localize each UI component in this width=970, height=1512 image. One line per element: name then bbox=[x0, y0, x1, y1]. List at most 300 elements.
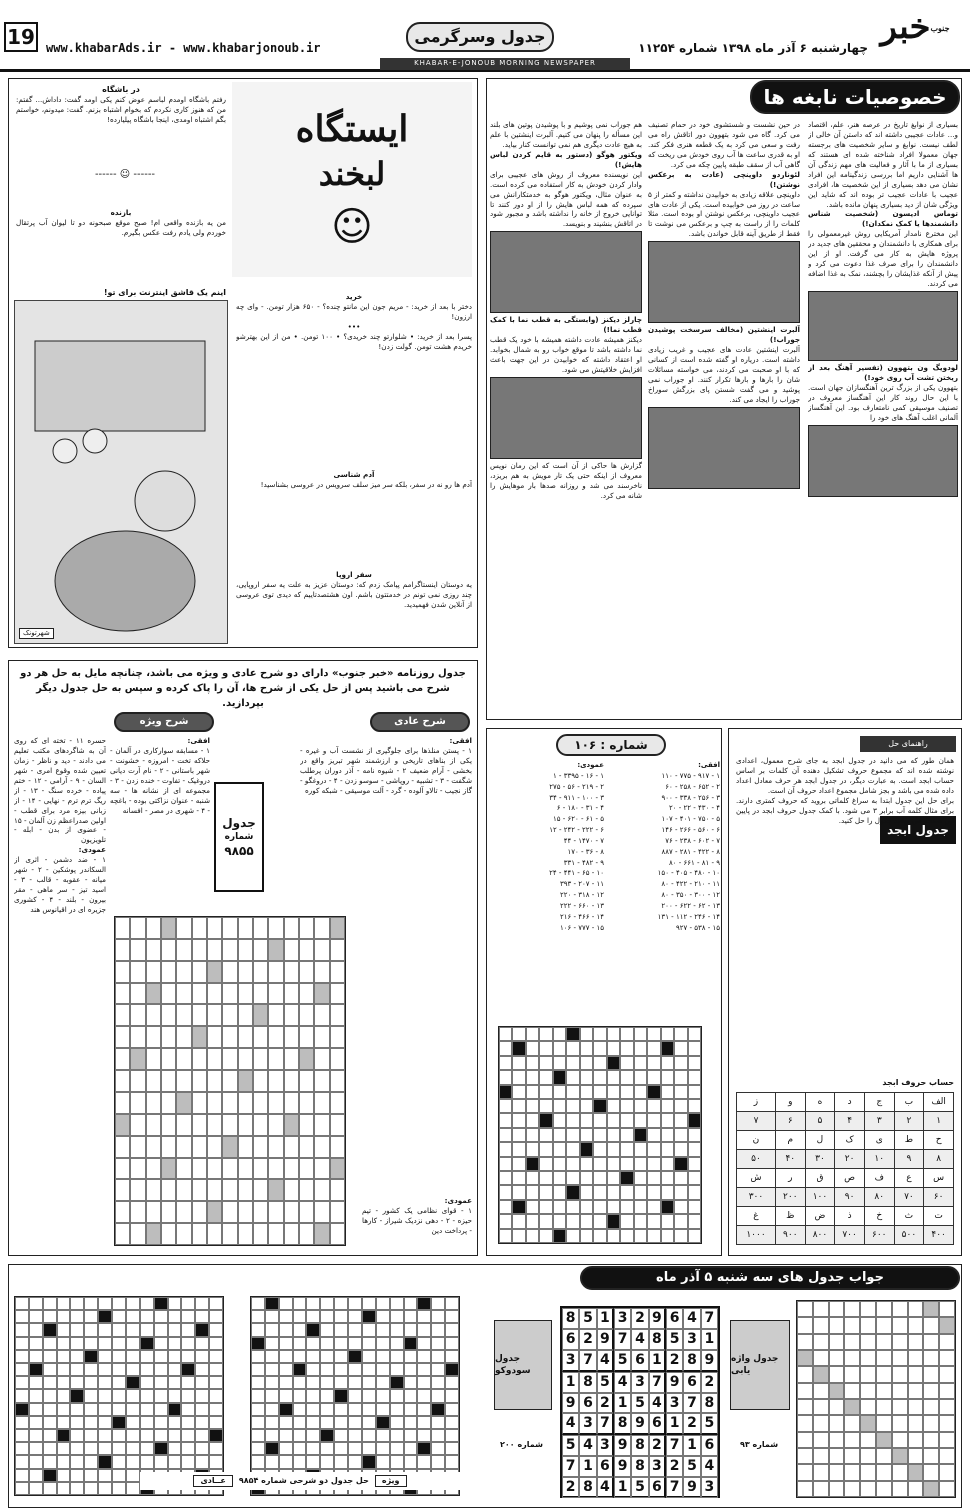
grid-cell[interactable] bbox=[192, 1004, 207, 1026]
grid-cell[interactable] bbox=[253, 1179, 268, 1201]
grid-cell[interactable] bbox=[499, 1171, 512, 1185]
grid-cell[interactable] bbox=[674, 1085, 687, 1099]
grid-cell[interactable] bbox=[253, 1201, 268, 1223]
grid-cell[interactable] bbox=[688, 1214, 701, 1228]
grid-cell[interactable] bbox=[330, 1026, 345, 1048]
grid-cell[interactable] bbox=[553, 1056, 566, 1070]
grid-cell[interactable] bbox=[580, 1185, 593, 1199]
grid-cell[interactable] bbox=[607, 1041, 620, 1055]
grid-cell[interactable] bbox=[512, 1229, 525, 1243]
grid-cell[interactable] bbox=[238, 1092, 253, 1114]
grid-cell[interactable] bbox=[176, 983, 191, 1005]
grid-cell[interactable] bbox=[268, 983, 283, 1005]
grid-cell[interactable] bbox=[115, 1136, 130, 1158]
grid-cell[interactable] bbox=[620, 1157, 633, 1171]
grid-cell[interactable] bbox=[238, 1026, 253, 1048]
grid-cell[interactable] bbox=[161, 983, 176, 1005]
grid-cell[interactable] bbox=[661, 1070, 674, 1084]
grid-cell[interactable] bbox=[593, 1027, 606, 1041]
grid-cell[interactable] bbox=[268, 961, 283, 983]
grid-cell[interactable] bbox=[284, 939, 299, 961]
grid-cell[interactable] bbox=[512, 1085, 525, 1099]
grid-cell[interactable] bbox=[284, 1004, 299, 1026]
grid-cell[interactable] bbox=[314, 1070, 329, 1092]
grid-cell[interactable] bbox=[207, 1004, 222, 1026]
grid-cell[interactable] bbox=[253, 1223, 268, 1245]
grid-cell[interactable] bbox=[661, 1085, 674, 1099]
grid-cell[interactable] bbox=[580, 1229, 593, 1243]
grid-cell[interactable] bbox=[499, 1041, 512, 1055]
grid-cell[interactable] bbox=[176, 1136, 191, 1158]
grid-cell[interactable] bbox=[299, 1158, 314, 1180]
grid-cell[interactable] bbox=[661, 1200, 674, 1214]
grid-cell[interactable] bbox=[661, 1185, 674, 1199]
grid-cell[interactable] bbox=[238, 1201, 253, 1223]
grid-cell[interactable] bbox=[130, 983, 145, 1005]
grid-cell[interactable] bbox=[115, 939, 130, 961]
grid-cell[interactable] bbox=[580, 1056, 593, 1070]
grid-cell[interactable] bbox=[526, 1056, 539, 1070]
grid-cell[interactable] bbox=[526, 1113, 539, 1127]
grid-cell[interactable] bbox=[634, 1070, 647, 1084]
grid-cell[interactable] bbox=[674, 1214, 687, 1228]
grid-cell[interactable] bbox=[161, 1158, 176, 1180]
grid-cell[interactable] bbox=[330, 1114, 345, 1136]
grid-cell[interactable] bbox=[222, 1048, 237, 1070]
grid-cell[interactable] bbox=[268, 1048, 283, 1070]
grid-cell[interactable] bbox=[512, 1185, 525, 1199]
grid-cell[interactable] bbox=[130, 1223, 145, 1245]
grid-cell[interactable] bbox=[253, 1026, 268, 1048]
grid-cell[interactable] bbox=[580, 1200, 593, 1214]
grid-cell[interactable] bbox=[688, 1085, 701, 1099]
grid-cell[interactable] bbox=[566, 1157, 579, 1171]
grid-cell[interactable] bbox=[539, 1113, 552, 1127]
grid-cell[interactable] bbox=[330, 983, 345, 1005]
grid-cell[interactable] bbox=[330, 1179, 345, 1201]
grid-cell[interactable] bbox=[647, 1085, 660, 1099]
grid-cell[interactable] bbox=[607, 1099, 620, 1113]
grid-cell[interactable] bbox=[253, 1004, 268, 1026]
grid-cell[interactable] bbox=[115, 961, 130, 983]
grid-cell[interactable] bbox=[238, 917, 253, 939]
grid-cell[interactable] bbox=[222, 1179, 237, 1201]
grid-cell[interactable] bbox=[688, 1113, 701, 1127]
grid-cell[interactable] bbox=[553, 1185, 566, 1199]
grid-cell[interactable] bbox=[130, 1179, 145, 1201]
grid-cell[interactable] bbox=[192, 1114, 207, 1136]
grid-cell[interactable] bbox=[330, 1136, 345, 1158]
grid-cell[interactable] bbox=[146, 961, 161, 983]
grid-cell[interactable] bbox=[566, 1185, 579, 1199]
grid-cell[interactable] bbox=[253, 1048, 268, 1070]
grid-cell[interactable] bbox=[688, 1142, 701, 1156]
grid-cell[interactable] bbox=[566, 1056, 579, 1070]
grid-cell[interactable] bbox=[620, 1099, 633, 1113]
grid-cell[interactable] bbox=[161, 1201, 176, 1223]
grid-cell[interactable] bbox=[314, 917, 329, 939]
grid-cell[interactable] bbox=[580, 1070, 593, 1084]
grid-cell[interactable] bbox=[207, 1048, 222, 1070]
grid-cell[interactable] bbox=[130, 1114, 145, 1136]
grid-cell[interactable] bbox=[284, 1070, 299, 1092]
grid-cell[interactable] bbox=[268, 1070, 283, 1092]
grid-cell[interactable] bbox=[539, 1027, 552, 1041]
grid-cell[interactable] bbox=[161, 1026, 176, 1048]
grid-cell[interactable] bbox=[526, 1070, 539, 1084]
grid-cell[interactable] bbox=[674, 1099, 687, 1113]
grid-cell[interactable] bbox=[176, 1114, 191, 1136]
grid-cell[interactable] bbox=[176, 917, 191, 939]
grid-cell[interactable] bbox=[268, 1223, 283, 1245]
grid-cell[interactable] bbox=[192, 1092, 207, 1114]
grid-cell[interactable] bbox=[620, 1185, 633, 1199]
grid-cell[interactable] bbox=[222, 1201, 237, 1223]
grid-cell[interactable] bbox=[268, 939, 283, 961]
grid-cell[interactable] bbox=[238, 1070, 253, 1092]
grid-cell[interactable] bbox=[176, 1092, 191, 1114]
crossword-grid[interactable] bbox=[114, 916, 346, 1246]
grid-cell[interactable] bbox=[314, 1004, 329, 1026]
grid-cell[interactable] bbox=[176, 961, 191, 983]
grid-cell[interactable] bbox=[146, 939, 161, 961]
grid-cell[interactable] bbox=[115, 1070, 130, 1092]
grid-cell[interactable] bbox=[268, 1004, 283, 1026]
grid-cell[interactable] bbox=[647, 1214, 660, 1228]
grid-cell[interactable] bbox=[222, 1092, 237, 1114]
grid-cell[interactable] bbox=[607, 1070, 620, 1084]
grid-cell[interactable] bbox=[238, 961, 253, 983]
grid-cell[interactable] bbox=[661, 1142, 674, 1156]
grid-cell[interactable] bbox=[207, 983, 222, 1005]
grid-cell[interactable] bbox=[688, 1200, 701, 1214]
grid-cell[interactable] bbox=[607, 1027, 620, 1041]
grid-cell[interactable] bbox=[284, 1114, 299, 1136]
grid-cell[interactable] bbox=[176, 1070, 191, 1092]
grid-cell[interactable] bbox=[192, 1201, 207, 1223]
grid-cell[interactable] bbox=[176, 1004, 191, 1026]
grid-cell[interactable] bbox=[253, 939, 268, 961]
grid-cell[interactable] bbox=[238, 1048, 253, 1070]
grid-cell[interactable] bbox=[176, 1179, 191, 1201]
grid-cell[interactable] bbox=[647, 1229, 660, 1243]
grid-cell[interactable] bbox=[539, 1185, 552, 1199]
grid-cell[interactable] bbox=[499, 1157, 512, 1171]
grid-cell[interactable] bbox=[634, 1027, 647, 1041]
grid-cell[interactable] bbox=[674, 1200, 687, 1214]
grid-cell[interactable] bbox=[634, 1157, 647, 1171]
grid-cell[interactable] bbox=[222, 1158, 237, 1180]
grid-cell[interactable] bbox=[238, 1004, 253, 1026]
grid-cell[interactable] bbox=[192, 1136, 207, 1158]
grid-cell[interactable] bbox=[553, 1070, 566, 1084]
grid-cell[interactable] bbox=[647, 1027, 660, 1041]
grid-cell[interactable] bbox=[539, 1214, 552, 1228]
grid-cell[interactable] bbox=[647, 1200, 660, 1214]
grid-cell[interactable] bbox=[238, 1158, 253, 1180]
grid-cell[interactable] bbox=[284, 917, 299, 939]
grid-cell[interactable] bbox=[674, 1157, 687, 1171]
grid-cell[interactable] bbox=[526, 1229, 539, 1243]
grid-cell[interactable] bbox=[512, 1041, 525, 1055]
grid-cell[interactable] bbox=[192, 939, 207, 961]
grid-cell[interactable] bbox=[222, 939, 237, 961]
grid-cell[interactable] bbox=[512, 1027, 525, 1041]
grid-cell[interactable] bbox=[268, 1158, 283, 1180]
grid-cell[interactable] bbox=[647, 1099, 660, 1113]
grid-cell[interactable] bbox=[284, 1136, 299, 1158]
grid-cell[interactable] bbox=[330, 1048, 345, 1070]
grid-cell[interactable] bbox=[647, 1041, 660, 1055]
grid-cell[interactable] bbox=[634, 1214, 647, 1228]
grid-cell[interactable] bbox=[580, 1214, 593, 1228]
grid-cell[interactable] bbox=[661, 1099, 674, 1113]
grid-cell[interactable] bbox=[299, 983, 314, 1005]
grid-cell[interactable] bbox=[688, 1070, 701, 1084]
grid-cell[interactable] bbox=[526, 1171, 539, 1185]
grid-cell[interactable] bbox=[553, 1142, 566, 1156]
grid-cell[interactable] bbox=[268, 1092, 283, 1114]
grid-cell[interactable] bbox=[647, 1185, 660, 1199]
grid-cell[interactable] bbox=[539, 1056, 552, 1070]
grid-cell[interactable] bbox=[661, 1214, 674, 1228]
grid-cell[interactable] bbox=[674, 1056, 687, 1070]
grid-cell[interactable] bbox=[661, 1041, 674, 1055]
grid-cell[interactable] bbox=[634, 1171, 647, 1185]
grid-cell[interactable] bbox=[607, 1113, 620, 1127]
grid-cell[interactable] bbox=[526, 1099, 539, 1113]
grid-cell[interactable] bbox=[661, 1128, 674, 1142]
grid-cell[interactable] bbox=[222, 983, 237, 1005]
grid-cell[interactable] bbox=[553, 1113, 566, 1127]
grid-cell[interactable] bbox=[593, 1085, 606, 1099]
grid-cell[interactable] bbox=[580, 1113, 593, 1127]
grid-cell[interactable] bbox=[314, 1158, 329, 1180]
grid-cell[interactable] bbox=[647, 1128, 660, 1142]
grid-cell[interactable] bbox=[620, 1214, 633, 1228]
grid-cell[interactable] bbox=[553, 1229, 566, 1243]
grid-cell[interactable] bbox=[314, 983, 329, 1005]
grid-cell[interactable] bbox=[593, 1157, 606, 1171]
grid-cell[interactable] bbox=[634, 1099, 647, 1113]
grid-cell[interactable] bbox=[130, 1092, 145, 1114]
grid-cell[interactable] bbox=[553, 1157, 566, 1171]
grid-cell[interactable] bbox=[130, 1048, 145, 1070]
grid-cell[interactable] bbox=[207, 1179, 222, 1201]
grid-cell[interactable] bbox=[512, 1157, 525, 1171]
grid-cell[interactable] bbox=[146, 983, 161, 1005]
grid-cell[interactable] bbox=[146, 1114, 161, 1136]
grid-cell[interactable] bbox=[161, 961, 176, 983]
grid-cell[interactable] bbox=[161, 1179, 176, 1201]
grid-cell[interactable] bbox=[593, 1128, 606, 1142]
grid-cell[interactable] bbox=[580, 1142, 593, 1156]
grid-cell[interactable] bbox=[499, 1142, 512, 1156]
grid-cell[interactable] bbox=[499, 1056, 512, 1070]
grid-cell[interactable] bbox=[115, 1092, 130, 1114]
grid-cell[interactable] bbox=[634, 1142, 647, 1156]
grid-cell[interactable] bbox=[284, 1026, 299, 1048]
grid-cell[interactable] bbox=[130, 961, 145, 983]
grid-cell[interactable] bbox=[580, 1099, 593, 1113]
grid-cell[interactable] bbox=[634, 1113, 647, 1127]
grid-cell[interactable] bbox=[299, 1048, 314, 1070]
grid-cell[interactable] bbox=[299, 1070, 314, 1092]
grid-cell[interactable] bbox=[284, 1223, 299, 1245]
grid-cell[interactable] bbox=[115, 1179, 130, 1201]
grid-cell[interactable] bbox=[192, 1223, 207, 1245]
grid-cell[interactable] bbox=[115, 1048, 130, 1070]
grid-cell[interactable] bbox=[634, 1128, 647, 1142]
grid-cell[interactable] bbox=[688, 1229, 701, 1243]
grid-cell[interactable] bbox=[661, 1113, 674, 1127]
grid-cell[interactable] bbox=[580, 1128, 593, 1142]
grid-cell[interactable] bbox=[268, 1201, 283, 1223]
grid-cell[interactable] bbox=[330, 1201, 345, 1223]
grid-cell[interactable] bbox=[539, 1157, 552, 1171]
grid-cell[interactable] bbox=[499, 1128, 512, 1142]
grid-cell[interactable] bbox=[314, 1223, 329, 1245]
grid-cell[interactable] bbox=[580, 1085, 593, 1099]
grid-cell[interactable] bbox=[299, 1004, 314, 1026]
grid-cell[interactable] bbox=[314, 1114, 329, 1136]
grid-cell[interactable] bbox=[130, 1136, 145, 1158]
grid-cell[interactable] bbox=[647, 1142, 660, 1156]
grid-cell[interactable] bbox=[661, 1229, 674, 1243]
grid-cell[interactable] bbox=[176, 1223, 191, 1245]
grid-cell[interactable] bbox=[253, 983, 268, 1005]
grid-cell[interactable] bbox=[314, 939, 329, 961]
grid-cell[interactable] bbox=[674, 1027, 687, 1041]
grid-cell[interactable] bbox=[566, 1171, 579, 1185]
grid-cell[interactable] bbox=[499, 1070, 512, 1084]
grid-cell[interactable] bbox=[512, 1056, 525, 1070]
grid-cell[interactable] bbox=[330, 917, 345, 939]
grid-cell[interactable] bbox=[539, 1085, 552, 1099]
grid-cell[interactable] bbox=[553, 1214, 566, 1228]
grid-cell[interactable] bbox=[688, 1157, 701, 1171]
grid-cell[interactable] bbox=[526, 1214, 539, 1228]
grid-cell[interactable] bbox=[688, 1041, 701, 1055]
grid-cell[interactable] bbox=[688, 1099, 701, 1113]
grid-cell[interactable] bbox=[499, 1214, 512, 1228]
grid-cell[interactable] bbox=[146, 1092, 161, 1114]
grid-cell[interactable] bbox=[192, 917, 207, 939]
grid-cell[interactable] bbox=[238, 1179, 253, 1201]
grid-cell[interactable] bbox=[539, 1142, 552, 1156]
grid-cell[interactable] bbox=[192, 1026, 207, 1048]
grid-cell[interactable] bbox=[207, 1026, 222, 1048]
grid-cell[interactable] bbox=[161, 1048, 176, 1070]
grid-cell[interactable] bbox=[553, 1099, 566, 1113]
grid-cell[interactable] bbox=[314, 1179, 329, 1201]
grid-cell[interactable] bbox=[647, 1171, 660, 1185]
grid-cell[interactable] bbox=[299, 1026, 314, 1048]
grid-cell[interactable] bbox=[192, 961, 207, 983]
grid-cell[interactable] bbox=[526, 1185, 539, 1199]
grid-cell[interactable] bbox=[647, 1113, 660, 1127]
grid-cell[interactable] bbox=[499, 1113, 512, 1127]
grid-cell[interactable] bbox=[553, 1041, 566, 1055]
grid-cell[interactable] bbox=[566, 1027, 579, 1041]
grid-cell[interactable] bbox=[299, 1092, 314, 1114]
grid-cell[interactable] bbox=[314, 1048, 329, 1070]
grid-cell[interactable] bbox=[146, 1048, 161, 1070]
grid-cell[interactable] bbox=[539, 1041, 552, 1055]
grid-cell[interactable] bbox=[566, 1128, 579, 1142]
grid-cell[interactable] bbox=[222, 961, 237, 983]
grid-cell[interactable] bbox=[238, 939, 253, 961]
grid-cell[interactable] bbox=[330, 1070, 345, 1092]
grid-cell[interactable] bbox=[620, 1056, 633, 1070]
grid-cell[interactable] bbox=[115, 1004, 130, 1026]
grid-cell[interactable] bbox=[499, 1200, 512, 1214]
grid-cell[interactable] bbox=[566, 1085, 579, 1099]
grid-cell[interactable] bbox=[566, 1200, 579, 1214]
grid-cell[interactable] bbox=[580, 1157, 593, 1171]
grid-cell[interactable] bbox=[330, 1092, 345, 1114]
grid-cell[interactable] bbox=[268, 1114, 283, 1136]
grid-cell[interactable] bbox=[207, 1158, 222, 1180]
grid-cell[interactable] bbox=[688, 1056, 701, 1070]
grid-cell[interactable] bbox=[499, 1229, 512, 1243]
grid-cell[interactable] bbox=[553, 1171, 566, 1185]
grid-cell[interactable] bbox=[620, 1070, 633, 1084]
grid-cell[interactable] bbox=[566, 1142, 579, 1156]
grid-cell[interactable] bbox=[284, 1201, 299, 1223]
grid-cell[interactable] bbox=[146, 1070, 161, 1092]
grid-cell[interactable] bbox=[330, 1223, 345, 1245]
grid-cell[interactable] bbox=[161, 1223, 176, 1245]
grid-cell[interactable] bbox=[620, 1200, 633, 1214]
grid-cell[interactable] bbox=[330, 961, 345, 983]
grid-cell[interactable] bbox=[314, 1092, 329, 1114]
grid-cell[interactable] bbox=[284, 1048, 299, 1070]
grid-cell[interactable] bbox=[607, 1157, 620, 1171]
grid-cell[interactable] bbox=[130, 1026, 145, 1048]
grid-cell[interactable] bbox=[566, 1113, 579, 1127]
grid-cell[interactable] bbox=[661, 1056, 674, 1070]
grid-cell[interactable] bbox=[238, 1136, 253, 1158]
grid-cell[interactable] bbox=[253, 1136, 268, 1158]
grid-cell[interactable] bbox=[634, 1200, 647, 1214]
grid-cell[interactable] bbox=[314, 1026, 329, 1048]
grid-cell[interactable] bbox=[207, 1092, 222, 1114]
grid-cell[interactable] bbox=[620, 1229, 633, 1243]
grid-cell[interactable] bbox=[314, 1201, 329, 1223]
grid-cell[interactable] bbox=[253, 1092, 268, 1114]
grid-cell[interactable] bbox=[593, 1200, 606, 1214]
grid-cell[interactable] bbox=[146, 1201, 161, 1223]
grid-cell[interactable] bbox=[566, 1229, 579, 1243]
grid-cell[interactable] bbox=[620, 1027, 633, 1041]
grid-cell[interactable] bbox=[207, 1136, 222, 1158]
grid-cell[interactable] bbox=[634, 1185, 647, 1199]
grid-cell[interactable] bbox=[161, 917, 176, 939]
grid-cell[interactable] bbox=[607, 1128, 620, 1142]
grid-cell[interactable] bbox=[207, 961, 222, 983]
grid-cell[interactable] bbox=[526, 1027, 539, 1041]
grid-cell[interactable] bbox=[268, 917, 283, 939]
grid-cell[interactable] bbox=[566, 1041, 579, 1055]
grid-cell[interactable] bbox=[146, 1158, 161, 1180]
grid-cell[interactable] bbox=[593, 1229, 606, 1243]
grid-cell[interactable] bbox=[130, 1004, 145, 1026]
grid-cell[interactable] bbox=[674, 1070, 687, 1084]
grid-cell[interactable] bbox=[176, 1048, 191, 1070]
grid-cell[interactable] bbox=[634, 1229, 647, 1243]
grid-cell[interactable] bbox=[553, 1085, 566, 1099]
